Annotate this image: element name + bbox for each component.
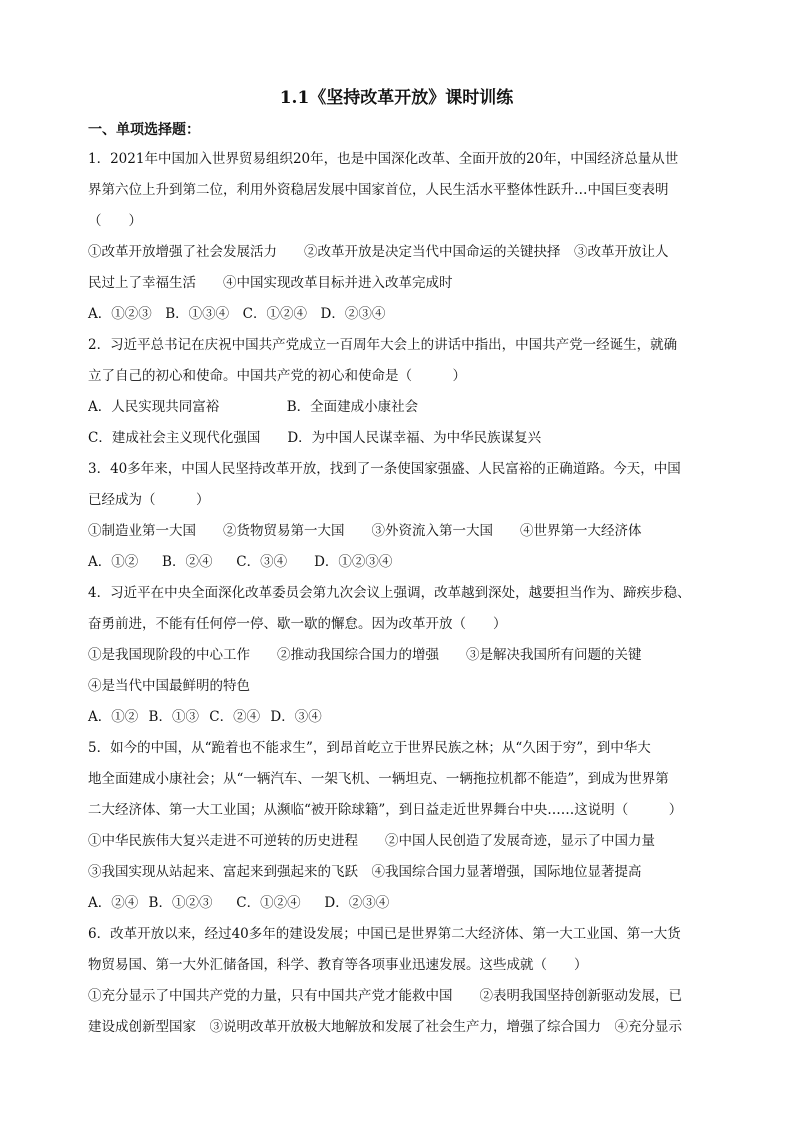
question-4: [88, 578, 705, 733]
answer-options: A．①②③ B．①③④ C．①②④ D．②③④: [88, 306, 386, 322]
question-stem-line: 1．2021年中国加入世界贸易组织20年，也是中国深化改革、全面开放的20年，中国经济总量从世: [88, 151, 679, 167]
question-6: [88, 919, 705, 1043]
question-stem-line: 3．40多年来，中国人民坚持改革开放，找到了一条使国家强盛、人民富裕的正确道路。今天，中国: [88, 461, 681, 477]
answer-options: A．②④ B．①②③ C．①②④ D．②③④: [88, 895, 390, 911]
question-item-line: 民过上了幸福生活 ④中国实现改革目标并进入改革完成时: [88, 275, 453, 291]
section-heading: 一、单项选择题：: [88, 122, 200, 138]
question-1: [88, 144, 705, 330]
question-stem-line: 物贸易国、第一大外汇储备国，科学、教育等各项事业迅速发展。这些成就（ ）: [88, 957, 588, 973]
question-stem-line: 奋勇前进，不能有任何停一停、歇一歇的懈怠。因为改革开放（ ）: [88, 616, 507, 632]
question-item-line: ①是我国现阶段的中心工作 ②推动我国综合国力的增强 ③是解决我国所有问题的关键: [88, 647, 642, 663]
question-item-line: ①制造业第一大国 ②货物贸易第一大国 ③外资流入第一大国 ④世界第一大经济体: [88, 523, 642, 539]
question-item-line: ①充分显示了中国共产党的力量，只有中国共产党才能救中国 ②表明我国坚持创新驱动发展，已: [88, 988, 682, 1004]
answer-options: A．人民实现共同富裕 B．全面建成小康社会: [88, 399, 419, 415]
question-3: [88, 454, 705, 578]
question-stem-line: 已经成为（ ）: [88, 492, 210, 508]
answer-options: A．①② B．②④ C．③④ D．①②③④: [88, 554, 393, 570]
question-stem-line: 界第六位上升到第二位，利用外资稳居发展中国家首位，人民生活水平整体性跃升…中国巨变表明: [88, 182, 669, 198]
question-stem-line: 6．改革开放以来，经过40多年的建设发展；中国已是世界第二大经济体、第一大工业国、第一大货: [88, 926, 681, 942]
answer-options: A．①② B．①③ C．②④ D．③④: [88, 709, 322, 725]
question-stem-line: 2．习近平总书记在庆祝中国共产党成立一百周年大会上的讲话中指出，中国共产党一经诞生，就确: [88, 337, 678, 353]
question-stem-line: （ ）: [88, 213, 142, 229]
question-item-line: 建设成创新型国家 ③说明改革开放极大地解放和发展了社会生产力，增强了综合国力 ④充分显示: [88, 1019, 682, 1035]
answer-options: C．建成社会主义现代化强国 D．为中国人民谋幸福、为中华民族谋复兴: [88, 430, 542, 446]
question-stem-line: 4．习近平在中央全面深化改革委员会第九次会议上强调，改革越到深处，越要担当作为、蹄疾步稳、: [88, 585, 691, 601]
question-item-line: ④是当代中国最鲜明的特色: [88, 678, 250, 694]
question-stem-line: 立了自己的初心和使命。中国共产党的初心和使命是（ ）: [88, 368, 466, 384]
question-stem-line: 二大经济体、第一大工业国；从濒临“被开除球籍”，到日益走近世界舞台中央……这说明（ ）: [88, 802, 683, 818]
document-title: 1.1《坚持改革开放》课时训练: [279, 88, 514, 108]
question-item-line: ①中华民族伟大复兴走进不可逆转的历史进程 ②中国人民创造了发展奇迹，显示了中国力量: [88, 833, 655, 849]
question-2: [88, 330, 705, 454]
question-stem-line: 地全面建成小康社会；从“一辆汽车、一架飞机、一辆坦克、一辆拖拉机都不能造”，到成为世界第: [88, 771, 669, 787]
question-item-line: ③我国实现从站起来、富起来到强起来的飞跃 ④我国综合国力显著增强，国际地位显著提高: [88, 864, 642, 880]
question-item-line: ①改革开放增强了社会发展活力 ②改革开放是决定当代中国命运的关键抉择 ③改革开放让人: [88, 244, 669, 260]
question-stem-line: 5．如今的中国，从“跪着也不能求生”，到昂首屹立于世界民族之林；从“久困于穷”，到中华大: [88, 740, 651, 756]
question-5: [88, 733, 705, 919]
